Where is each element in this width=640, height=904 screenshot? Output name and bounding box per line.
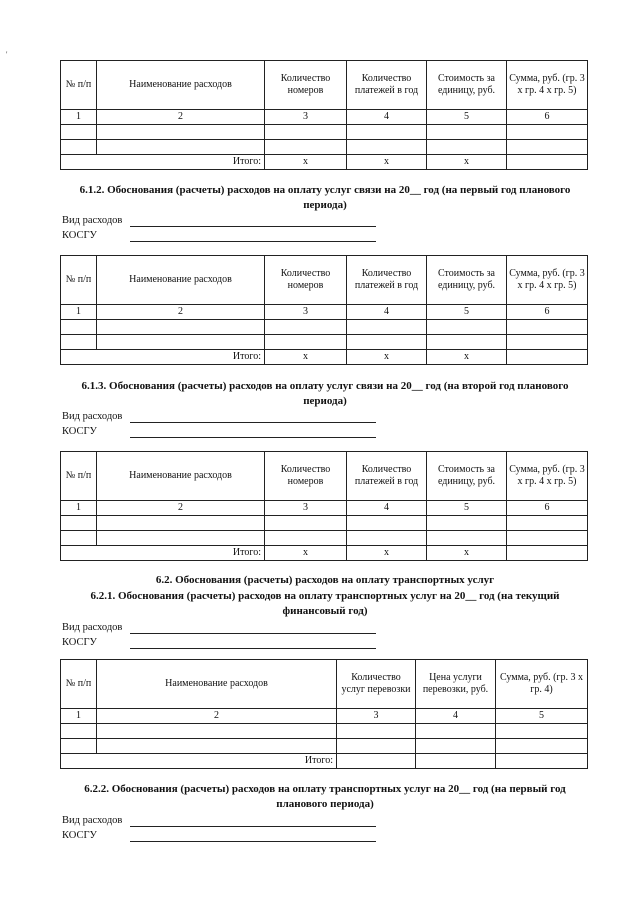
col-header: Наименование расходов	[97, 61, 265, 110]
table-row	[61, 335, 588, 350]
expense-type-line	[130, 826, 376, 827]
column-number-row	[61, 501, 588, 516]
column-number: 3	[265, 501, 347, 516]
kosgu-line	[130, 437, 376, 438]
col-header: Стоимость за единицу, руб.	[427, 256, 507, 305]
col-header: Наименование расходов	[97, 256, 265, 305]
total-cell	[337, 754, 416, 769]
col-header: Наименование расходов	[97, 660, 337, 709]
column-number: 1	[61, 305, 97, 320]
column-number: 1	[61, 110, 97, 125]
column-number: 1	[61, 709, 97, 724]
expense-type-line	[130, 422, 376, 423]
total-cell: х	[347, 546, 427, 561]
column-number: 5	[427, 110, 507, 125]
total-cell: х	[427, 350, 507, 365]
expense-type-label: Вид расходов	[62, 815, 123, 826]
total-cell: х	[427, 546, 507, 561]
total-label: Итого:	[61, 350, 265, 365]
total-cell	[507, 546, 588, 561]
total-row	[61, 155, 588, 170]
col-header: Количество номеров	[265, 452, 347, 501]
table-row	[61, 516, 588, 531]
table-header-row	[61, 452, 588, 501]
col-header: Количество услуг перевозки	[337, 660, 416, 709]
column-number: 6	[507, 110, 588, 125]
column-number: 3	[337, 709, 416, 724]
column-number: 6	[507, 305, 588, 320]
total-cell: х	[347, 350, 427, 365]
section-heading-6-2-2: 6.2.2. Обоснования (расчеты) расходов на оплату транспортных услуг на 20__ год (на первый год планового периода)	[84, 783, 566, 810]
page-mark: '	[6, 50, 8, 59]
section-heading-6-2-1: 6.2.1. Обоснования (расчеты) расходов на оплату транспортных услуг на 20__ год (на текущий финансовый год)	[90, 590, 560, 617]
total-label: Итого:	[61, 546, 265, 561]
col-header: Цена услуги перевозки, руб.	[416, 660, 496, 709]
transport-table	[60, 659, 588, 769]
total-cell	[507, 350, 588, 365]
expense-type-label: Вид расходов	[62, 411, 123, 422]
col-header: № п/п	[61, 660, 97, 709]
table-header-row	[61, 61, 588, 110]
col-header: № п/п	[61, 61, 97, 110]
column-number: 3	[265, 110, 347, 125]
table-row	[61, 531, 588, 546]
total-row	[61, 350, 588, 365]
expense-type-label: Вид расходов	[62, 215, 123, 226]
total-cell	[496, 754, 588, 769]
total-cell: х	[265, 155, 347, 170]
column-number: 4	[347, 305, 427, 320]
col-header: № п/п	[61, 452, 97, 501]
col-header: Количество платежей в год	[347, 256, 427, 305]
table-row	[61, 724, 588, 739]
col-header: Сумма, руб. (гр. 3 х гр. 4)	[496, 660, 588, 709]
total-cell	[416, 754, 496, 769]
total-cell	[507, 155, 588, 170]
col-header: Сумма, руб. (гр. 3 х гр. 4 х гр. 5)	[507, 61, 588, 110]
section-heading-6-2: 6.2. Обоснования (расчеты) расходов на оплату транспортных услуг	[155, 574, 495, 586]
column-number: 5	[427, 305, 507, 320]
column-number: 3	[265, 305, 347, 320]
table-row	[61, 320, 588, 335]
expense-type-line	[130, 226, 376, 227]
col-header: Количество платежей в год	[347, 61, 427, 110]
comm-table-1	[60, 60, 588, 170]
comm-table-3	[60, 451, 588, 561]
column-number: 5	[496, 709, 588, 724]
col-header: Стоимость за единицу, руб.	[427, 452, 507, 501]
total-cell: х	[427, 155, 507, 170]
kosgu-label: КОСГУ	[62, 830, 97, 841]
col-header: Стоимость за единицу, руб.	[427, 61, 507, 110]
total-label: Итого:	[61, 155, 265, 170]
total-cell: х	[347, 155, 427, 170]
col-header: Количество номеров	[265, 256, 347, 305]
kosgu-label: КОСГУ	[62, 230, 97, 241]
kosgu-label: КОСГУ	[62, 426, 97, 437]
table-row	[61, 140, 588, 155]
col-header: Наименование расходов	[97, 452, 265, 501]
column-number-row	[61, 305, 588, 320]
total-row	[61, 546, 588, 561]
column-number-row	[61, 709, 588, 724]
section-heading-6-1-2: 6.1.2. Обоснования (расчеты) расходов на оплату услуг связи на 20__ год (на первый год планового периода)	[79, 184, 571, 211]
column-number: 5	[427, 501, 507, 516]
col-header: Сумма, руб. (гр. 3 х гр. 4 х гр. 5)	[507, 452, 588, 501]
column-number: 2	[97, 501, 265, 516]
column-number: 2	[97, 709, 337, 724]
total-label: Итого:	[61, 754, 337, 769]
col-header: Количество платежей в год	[347, 452, 427, 501]
total-cell: х	[265, 546, 347, 561]
kosgu-label: КОСГУ	[62, 637, 97, 648]
col-header: № п/п	[61, 256, 97, 305]
kosgu-line	[130, 648, 376, 649]
column-number-row	[61, 110, 588, 125]
column-number: 6	[507, 501, 588, 516]
column-number: 2	[97, 305, 265, 320]
column-number: 4	[347, 501, 427, 516]
col-header: Сумма, руб. (гр. 3 х гр. 4 х гр. 5)	[507, 256, 588, 305]
kosgu-line	[130, 841, 376, 842]
expense-type-line	[130, 633, 376, 634]
column-number: 4	[347, 110, 427, 125]
section-heading-6-1-3: 6.1.3. Обоснования (расчеты) расходов на оплату услуг связи на 20__ год (на второй год планового периода)	[81, 380, 569, 407]
table-row	[61, 739, 588, 754]
table-header-row	[61, 256, 588, 305]
table-header-row	[61, 660, 588, 709]
comm-table-2	[60, 255, 588, 365]
column-number: 1	[61, 501, 97, 516]
col-header: Количество номеров	[265, 61, 347, 110]
column-number: 4	[416, 709, 496, 724]
expense-type-label: Вид расходов	[62, 622, 123, 633]
kosgu-line	[130, 241, 376, 242]
table-row	[61, 125, 588, 140]
total-cell: х	[265, 350, 347, 365]
column-number: 2	[97, 110, 265, 125]
total-row	[61, 754, 588, 769]
